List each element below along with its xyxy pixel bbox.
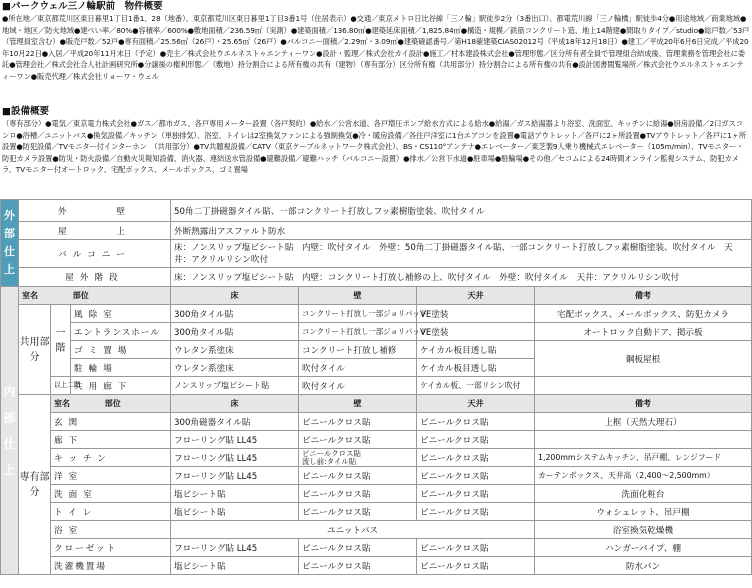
floor-finish: フローリング貼 LL45 [171,539,299,557]
wall-finish: ビニールクロス貼 [299,431,417,449]
floor-finish: 塩ビシート貼 [171,557,299,575]
room-name: 屋 上 [19,222,171,240]
wall-finish: コンクリート打放し一部ジョリパッド [299,305,417,323]
header-part: 部位 [72,291,89,300]
wall-finish: ビニールクロス貼 [299,467,417,485]
remarks: 上框（天然大理石） [535,413,752,431]
remarks: ウォシュレット、吊戸棚 [535,503,752,521]
wall-finish: ビニールクロス貼 [299,557,417,575]
table-row [1,557,752,575]
header-room-part [51,395,171,413]
remarks: 鋼板屋根 [535,341,752,377]
equipment-heading: ■設備概要 [2,106,49,117]
header-room-part [19,287,171,305]
remarks: 浴室換気乾燥機 [535,521,752,539]
wall-finish-main: ビニールクロス貼 [302,448,361,458]
finish-spec: 床：ノンスリップ塩ビシート貼 内壁：コンクリート打放し補修の上、吹付タイル 外壁：吹付タイル 天井：アクリルリシン吹付 [171,268,752,287]
finish-spec: 床：ノンスリップ塩ビシート貼 内壁：吹付タイル 外壁：50角二丁掛磁器タイル貼、一部コンクリート打放しフッ素樹脂塗装、吹付タイル 天井：アクリルリシン吹付 [171,240,752,268]
equipment-overview [2,106,750,176]
wall-finish: コンクリート打放し一部ジョリパッド [299,323,417,341]
table-row [1,449,752,467]
wall-finish: ビニールクロス貼 [299,413,417,431]
ceiling-finish: ビニールクロス貼 [417,413,535,431]
exterior-finish-table [0,199,752,287]
table-header-row [1,395,752,413]
floor-finish: フローリング貼 LL45 [171,431,299,449]
ceiling-finish: ビニールクロス貼 [417,485,535,503]
table-row [1,413,752,431]
merged-finish: ユニットバス [171,521,535,539]
floor-finish: フローリング貼 LL45 [171,467,299,485]
wall-finish: ビニールクロス貼 [299,539,417,557]
table-row [1,268,752,287]
remarks: 洗面化粧台 [535,485,752,503]
interior-side-label: 内部仕上 [1,287,19,575]
room-name: トイレ [51,503,171,521]
ceiling-finish: ビニールクロス貼 [417,449,535,467]
table-header-row [1,287,752,305]
floor-finish: 300角タイル貼 [171,323,299,341]
floor-finish: 塩ビシート貼 [171,503,299,521]
floor-finish: ウレタン系塗床 [171,359,299,377]
ceiling-finish: ビニールクロス貼 [417,539,535,557]
remarks: カーテンボックス、天井高（2,400～2,500mm） [535,467,752,485]
header-wall: 壁 [299,287,417,305]
header-floor: 床 [171,395,299,413]
header-floor: 床 [171,287,299,305]
table-row [1,377,752,395]
table-row [1,222,752,240]
ceiling-finish: ビニールクロス貼 [417,557,535,575]
table-row [1,341,752,359]
finish-spec: 外断熱露出アスファルト防水 [171,222,752,240]
private-area-label: 専有部分 [19,395,51,575]
header-ceiling: 天井 [417,395,535,413]
room-name: ゴミ置場 [71,341,171,359]
room-name: 屋外階段 [19,268,171,287]
room-name: クローゼット [51,539,171,557]
header-ceiling: 天井 [417,287,535,305]
table-row [1,539,752,557]
floor-finish: ノンスリップ塩ビシート貼 [171,377,299,395]
ceiling-finish: ビニールクロス貼 [417,467,535,485]
room-name: 廊下 [51,431,171,449]
table-row [1,200,752,222]
room-name: 共用廊下 [71,377,171,395]
wall-finish: 吹付タイル [299,377,417,395]
room-name: 浴室 [51,521,171,539]
room-name: 駐輪場 [71,359,171,377]
table-row [1,323,752,341]
overview-heading: ■パークウェル三ノ輪駅前 物件概要 [2,1,163,12]
header-note: 備考 [535,287,752,305]
wall-finish: ビニールクロス貼 [299,503,417,521]
table-row [1,240,752,268]
table-row [1,305,752,323]
remarks: 1,200mmシステムキッチン、吊戸棚、レンジフード [535,449,752,467]
room-name: 洗濯機置場 [51,557,171,575]
ceiling-finish: VE塗装 [417,323,535,341]
table-row [1,521,752,539]
finish-spec: 50角二丁掛磁器タイル貼、一部コンクリート打放しフッ素樹脂塗装、吹付タイル [171,200,752,222]
room-name: 洗面室 [51,485,171,503]
floor-finish: フローリング貼 LL45 [171,449,299,467]
ceiling-finish: VE塗装 [417,305,535,323]
room-name: 洋室 [51,467,171,485]
exterior-side-label: 外部仕上 [1,200,19,287]
equipment-body: （専有部分）●電気／東京電力株式会社●ガス／都市ガス、各戸専用メーター設置（各戸契約）●給水／公営水道、各戸増圧ポンプ給水方式による給水●給湯／ガス給湯器より浴室、洗面室、キッチンに給湯●厨房設備／2口ガスコンロ●浴槽／ユニットバス●換気設備／キッチン（単独排気）、浴室、トイレは2室換気ファンによる強制換気●冷・暖房設備／各住戸洋室に1台エアコンを設置●電話アウトレット／各戸に2ヶ所設置●TVアウトレット／各戸に1ヶ所設置●防犯設備／TVモニター付インターホン （共用部分）●TV共聴視設備／CATV（東京ケーブルネットワーク株式会社）、BS・CS110°アンテナ●エレベーター／東芝製9人乗り機械式エレベーター（105m/min）、TVモニター・防犯カメラ設置●防災・防火設備／自動火災報知設備、消火器、連結送水管設備●避難設備／避難ハッチ（バルコニー設置）●排水／公営下水道●駐車場●駐輪場●その他／セコムによる24時間オンライン監視システム、防犯カメラ、TVモニター付オートロック、宅配ボックス、メールボックス、ゴミ置場 [2,119,747,175]
room-name: 風除室 [71,305,171,323]
ceiling-finish: ケイカル板、一部リシン吹付 [417,377,535,395]
room-name: キッチン [51,449,171,467]
floor-finish: 塩ビシート貼 [171,485,299,503]
ceiling-finish: ビニールクロス貼 [417,431,535,449]
header-part: 部位 [104,399,121,408]
remarks: 宅配ボックス、メールボックス、防犯カメラ [535,305,752,323]
property-overview [2,1,750,83]
ceiling-finish: ビニールクロス貼 [417,503,535,521]
header-room: 室名 [54,399,70,408]
floor-finish: 300角磁器タイル貼 [171,413,299,431]
header-note: 備考 [535,395,752,413]
table-row [1,485,752,503]
shared-area-label: 共用部分 [19,305,51,395]
remarks: オートロック自動ドア、掲示板 [535,323,752,341]
wall-finish-sub: 流し前:タイル貼 [302,456,357,466]
header-wall: 壁 [299,395,417,413]
overview-body: ●所在地／東京都荒川区東日暮里1丁目1番1、28（地番）、東京都荒川区東日暮里1丁目3番1号（住居表示）●交通／東京メトロ日比谷線「三ノ輪」駅徒歩2分（3番出口）、都電荒川線「三ノ輪橋」駅徒歩4分●用途地域／商業地域●地域・地区／防火地域●建ぺい率／80%●容積率／600%●敷地面積／236.59㎡（実測）●建築面積／136.80㎡●建築延床面積／1,825.84㎡●構造・規模／鉄筋コンクリート造、地上14階建●間取りタイプ／studio●総戸数／53戸（管理員室含む）●販売戸数／52戸●専有面積／25.56㎡（26戸）・25.65㎡（26戸）●バルコニー面積／2.29㎡・3.09㎡●建築確認番号／第H18確建築CIAS02012号（平成18年12月18日）●建工／平成20年6月6日完成／平成20年10月22日●入居／平成20年11月末日（予定）●売主／株式会社ウエルネストゥエンティーワン●設計・監理／株式会社カイ設計●施工／村本建設株式会社●管理形態／区分所有者全員で管理組合結成後、管理業務を管理会社に委託●管理会社／株式会社合人社計画研究所●分譲後の権利形態／（敷地）持分割合による所有権の共有（建物）（専有部分）区分所有権（共用部分）持分割合による所有権の共有●設計図書閲覧場所／株式会社ウエルネストゥエンティーワン●販売代理／株式会社リョーワ・ウェル [2,14,750,81]
wall-finish: コンクリート打放し補修 [299,341,417,359]
room-name: 外 壁 [19,200,171,222]
header-room: 室名 [22,291,38,300]
floor2-label: 以上二階 [51,377,71,395]
wall-finish [299,449,417,467]
floor1-label: 一階 [51,305,71,377]
remarks: 防水パン [535,557,752,575]
ceiling-finish: ケイカル板目透し貼 [417,359,535,377]
table-row [1,503,752,521]
floor-finish: ウレタン系塗床 [171,341,299,359]
table-row [1,431,752,449]
ceiling-finish: ケイカル板目透し貼 [417,341,535,359]
remarks: ハンガーパイプ、棚 [535,539,752,557]
table-row [1,467,752,485]
room-name: バルコニー [19,240,171,268]
floor-finish: 300角タイル貼 [171,305,299,323]
wall-finish: 吹付タイル [299,359,417,377]
wall-finish: ビニールクロス貼 [299,485,417,503]
remarks [535,431,752,449]
room-name: エントランスホール [71,323,171,341]
room-name: 玄関 [51,413,171,431]
interior-finish-table [0,286,752,575]
remarks [535,377,752,395]
